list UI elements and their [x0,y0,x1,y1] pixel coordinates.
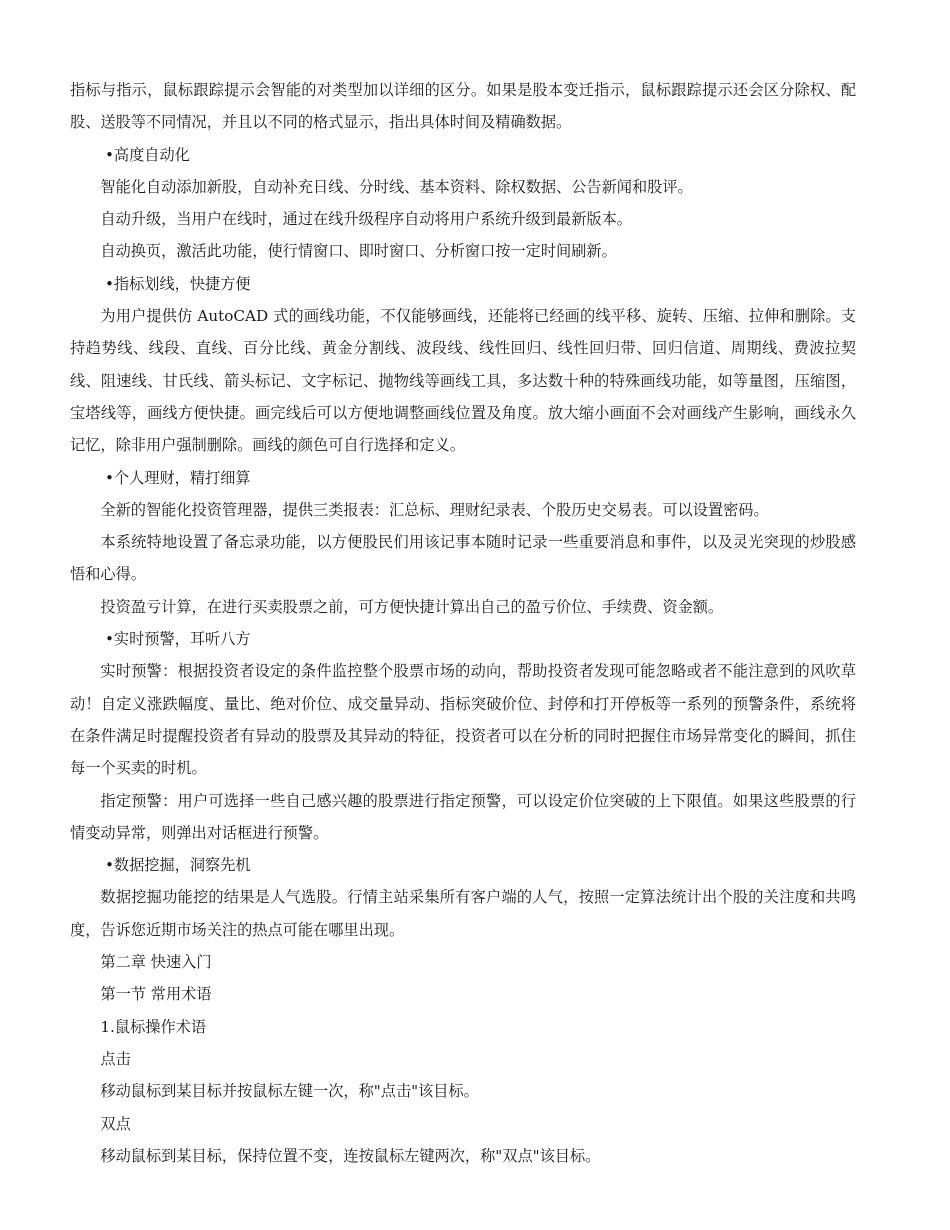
paragraph-specified-alert: 指定预警：用户可选择一些自己感兴趣的股票进行指定预警，可以设定价位突破的上下限值。如果这些股票的行情变动异常，则弹出对话框进行预警。 [70,791,856,842]
subsection-heading: 1.鼠标操作术语 [100,1017,207,1036]
bullet-personal-finance: •个人理财，精打细算 [104,468,251,487]
chapter-heading: 第二章 快速入门 [100,953,212,972]
paragraph-data-mining: 数据挖掘功能挖的结果是人气选股。行情主站采集所有客户端的人气，按照一定算法统计出个股的关注度和共鸣度，告诉您近期市场关注的热点可能在哪里出现。 [70,888,856,939]
definition-click: 移动鼠标到某目标并按鼠标左键一次，称"点击"该目标。 [100,1082,479,1101]
term-double-click: 双点 [100,1114,131,1133]
paragraph-profit-calc: 投资盈亏计算，在进行买卖股票之前，可方便快捷计算出自己的盈亏价位、手续费、资金额。 [100,597,724,616]
bullet-data-mining: •数据挖掘，洞察先机 [104,856,251,875]
bullet-indicator-drawing: •指标划线，快捷方便 [104,274,251,293]
bullet-realtime-alert: •实时预警，耳听八方 [104,630,251,649]
paragraph-auto-add-stocks: 智能化自动添加新股，自动补充日线、分时线、基本资料、除权数据、公告新闻和股评。 [100,177,693,196]
term-click: 点击 [100,1049,131,1068]
paragraph-realtime-alert: 实时预警：根据投资者设定的条件监控整个股票市场的动向，帮助投资者发现可能忽略或者不能注意到的风吹草动！自定义涨跌幅度、量比、绝对价位、成交量异动、指标突破价位、封停和打开停板等一系列的预警条件，系统将在条件满足时提醒投资者有异动的股票及其异动的特征，投资者可以在分析的同时把握住市场异常变化的瞬间，抓住每一个买卖的时机。 [70,662,856,778]
paragraph-tooltip-continued: 指标与指示，鼠标跟踪提示会智能的对类型加以详细的区分。如果是股本变迁指示，鼠标跟踪提示还会区分除权、配股、送股等不同情况，并且以不同的格式显示，指出具体时间及精确数据。 [70,81,856,132]
paragraph-memo: 本系统特地设置了备忘录功能，以方便股民们用该记事本随时记录一些重要消息和事件，以及灵光突现的炒股感悟和心得。 [70,533,856,584]
paragraph-investment-manager: 全新的智能化投资管理器，提供三类报表：汇总标、理财纪录表、个股历史交易表。可以设置密码。 [100,500,769,519]
document-body [70,74,856,1172]
bullet-high-automation: •高度自动化 [104,145,190,164]
definition-double-click: 移动鼠标到某目标，保持位置不变，连按鼠标左键两次，称"双点"该目标。 [100,1146,601,1165]
paragraph-auto-upgrade: 自动升级，当用户在线时，通过在线升级程序自动将用户系统升级到最新版本。 [100,210,632,229]
section-heading: 第一节 常用术语 [100,985,212,1004]
paragraph-auto-page: 自动换页，激活此功能，使行情窗口、即时窗口、分析窗口按一定时间刷新。 [100,242,617,261]
paragraph-drawing-tools: 为用户提供仿 AutoCAD 式的画线功能，不仅能够画线，还能将已经画的线平移、旋转、压缩、拉伸和删除。支持趋势线、线段、直线、百分比线、黄金分割线、波段线、线性回归、线性回归带、回归信道、周期线、费波拉契线、阻速线、甘氏线、箭头标记、文字标记、抛物线等画线工具，多达数十种的特殊画线功能，如等量图，压缩图，宝塔线等，画线方便快捷。画完线后可以方便地调整画线位置及角度。放大缩小画面不会对画线产生影响，画线永久记忆，除非用户强制删除。画线的颜色可自行选择和定义。 [70,307,856,455]
